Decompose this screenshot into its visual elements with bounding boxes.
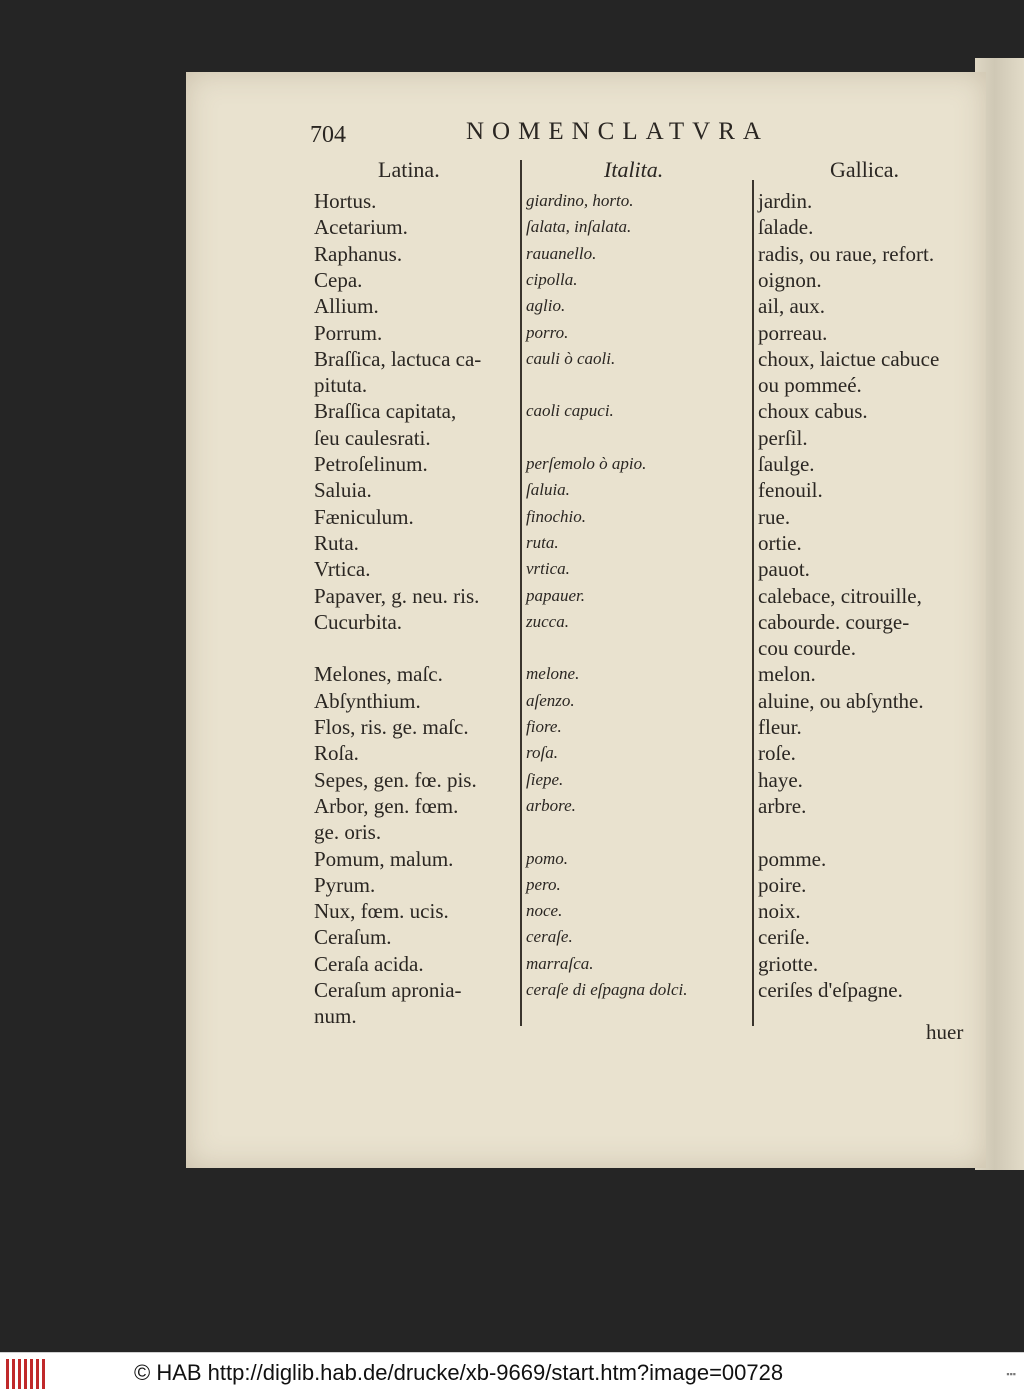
cell-french: rue. [758,505,791,529]
cell-latin: Ceraſum apronia- [314,978,462,1002]
cell-latin: Hortus. [314,189,377,213]
cell-latin: ſeu caulesrati. [314,426,431,450]
cell-french: fenouil. [758,478,823,502]
page-number: 704 [310,122,346,148]
footer-url[interactable]: © HAB http://diglib.hab.de/drucke/xb-9669/start.htm?image=00728 [134,1360,784,1385]
cell-latin: Pomum, malum. [314,847,454,871]
cell-latin: Sepes, gen. fœ. pis. [314,768,477,792]
cell-italian: aglio. [526,296,566,315]
cell-italian: vrtica. [526,559,570,578]
column-divider-left [520,160,522,1026]
cell-italian: pomo. [526,849,569,868]
cell-italian: papauer. [526,586,586,605]
cell-latin: Abſynthium. [314,689,421,713]
cell-latin: Braſſica, lactuca ca- [314,347,482,371]
cell-latin: Acetarium. [314,215,408,239]
cell-french: ortie. [758,531,802,555]
cell-latin: Fæniculum. [314,505,414,529]
cell-french: noix. [758,899,801,923]
cell-italian: ceraſe. [526,927,573,946]
hab-logo [6,1359,46,1389]
cell-latin: Braſſica capitata, [314,399,457,423]
cell-french: choux cabus. [758,399,868,423]
cell-latin: Nux, fœm. ucis. [314,899,449,923]
book-page [186,72,986,1168]
header-latin: Latina. [378,157,440,182]
cell-french: oignon. [758,268,822,292]
cell-latin: Raphanus. [314,242,403,266]
cell-italian: zucca. [526,612,569,631]
cell-french: roſe. [758,741,796,765]
cell-latin: pituta. [314,373,368,397]
cell-french: pomme. [758,847,827,871]
cell-french: ail, aux. [758,294,826,318]
cell-italian: fiore. [526,717,562,736]
cell-french: radis, ou raue, refort. [758,242,935,266]
catchword: huer [926,1020,964,1044]
cell-french: melon. [758,662,816,686]
cell-french: ſalade. [758,215,814,239]
cell-latin: Ceraſa acida. [314,952,424,976]
cell-french: griotte. [758,952,819,976]
cell-french: perſil. [758,426,808,450]
cell-italian: caoli capuci. [526,401,614,420]
cell-latin: Cucurbita. [314,610,403,634]
cell-latin: Ceraſum. [314,925,392,949]
cell-italian: giardino, horto. [526,191,634,210]
cell-italian: perſemolo ò apio. [526,454,647,473]
cell-italian: ſaluia. [526,480,570,499]
footer-bar [0,1352,1024,1395]
cell-italian: cipolla. [526,270,578,289]
cell-latin: Flos, ris. ge. maſc. [314,715,469,739]
cell-latin: num. [314,1004,357,1028]
cell-french: ſaulge. [758,452,815,476]
cell-french: jardin. [758,189,813,213]
cell-french: aluine, ou abſynthe. [758,689,924,713]
cell-italian: cauli ò caoli. [526,349,616,368]
cell-french: pauot. [758,557,810,581]
cell-french: choux, laictue cabuce [758,347,940,371]
cell-latin: Saluia. [314,478,372,502]
cell-latin: Ruta. [314,531,359,555]
cell-italian: pero. [526,875,561,894]
cell-latin: Petroſelinum. [314,452,428,476]
running-title: NOMENCLATVRA [466,118,769,145]
cell-italian: porro. [526,323,569,342]
cell-french: cou courde. [758,636,856,660]
cell-french: ou pommeé. [758,373,862,397]
cell-latin: Porrum. [314,321,383,345]
cell-latin: Pyrum. [314,873,376,897]
cell-french: poire. [758,873,807,897]
cell-latin: Cepa. [314,268,363,292]
cell-latin: Roſa. [314,741,359,765]
cell-italian: roſa. [526,743,558,762]
cell-french: ceriſe. [758,925,810,949]
column-divider-right [752,180,754,1026]
header-italian: Italita. [604,157,664,182]
cell-latin: Papaver, g. neu. ris. [314,584,480,608]
cell-french: haye. [758,768,803,792]
cell-italian: rauanello. [526,244,597,263]
cell-latin: Vrtica. [314,557,371,581]
cell-latin: Allium. [314,294,379,318]
cell-italian: noce. [526,901,563,920]
cell-french: fleur. [758,715,802,739]
cell-italian: ſiepe. [526,770,564,789]
cell-latin: Arbor, gen. fœm. [314,794,459,818]
cell-italian: finochio. [526,507,586,526]
cell-italian: arbore. [526,796,576,815]
cell-latin: ge. oris. [314,820,382,844]
cell-french: calebace, citrouille, [758,584,922,608]
footer-mark: ▪▪▪ [1006,1369,1016,1379]
header-french: Gallica. [830,157,900,182]
cell-french: cabourde. courge- [758,610,910,634]
cell-french: arbre. [758,794,807,818]
cell-italian: melone. [526,664,580,683]
cell-italian: aſenzo. [526,691,575,710]
cell-italian: ſalata, inſalata. [526,217,632,236]
cell-italian: ceraſe di eſpagna dolci. [526,980,688,999]
cell-italian: marraſca. [526,954,594,973]
cell-italian: ruta. [526,533,559,552]
cell-french: porreau. [758,321,828,345]
cell-french: ceriſes d'eſpagne. [758,978,903,1002]
cell-latin: Melones, maſc. [314,662,443,686]
